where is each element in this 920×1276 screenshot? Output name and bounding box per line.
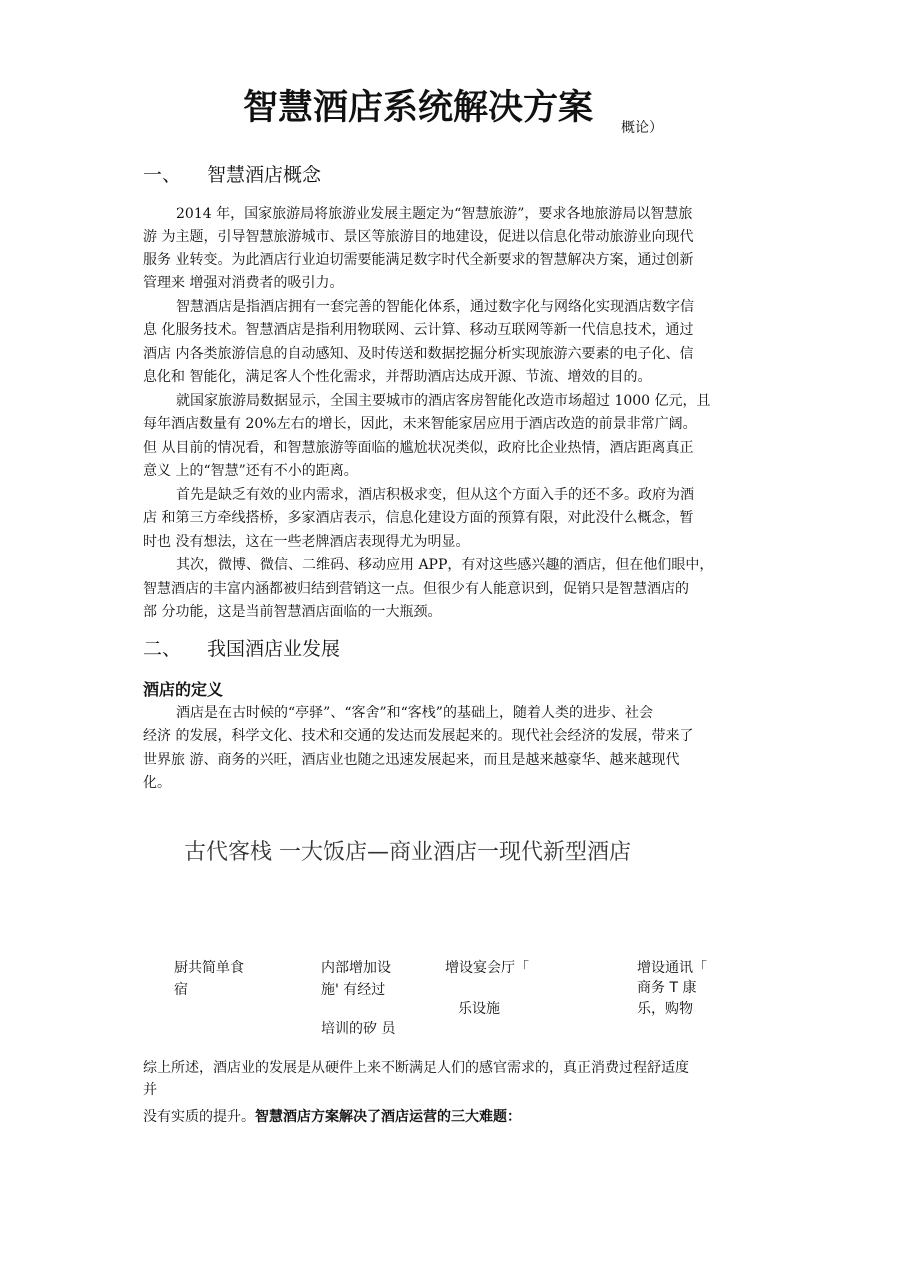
paragraph-line: 酒店 内各类旅游信息的自动感知、及时传送和数据挖掘分析实现旅游六要素的电子化、信	[143, 346, 694, 362]
paragraph-line: 就国家旅游局数据显示，全国主要城市的酒店客房智能化改造市场超过 1000 亿元，且	[176, 393, 711, 409]
stage-note: 施' 有经过	[321, 982, 386, 998]
stage-note: 乐设施	[458, 1001, 500, 1017]
paragraph-line: 智慧酒店是指酒店拥有一套完善的智能化体系，通过数字化与网络化实现酒店数字信	[176, 299, 694, 315]
stage-note: 乐，购物	[637, 1001, 693, 1017]
subheading: 酒店的定义	[143, 680, 224, 699]
paragraph-line: 店 和第三方牵线搭桥，多家酒店表示，信息化建设方面的预算有限，对此没什么概念，暂	[143, 510, 694, 526]
paragraph-line: 智慧酒店的丰富内涵都被归结到营销这一点。但很少有人能意识到，促销只是智慧酒店的	[143, 581, 689, 597]
paragraph-line: 息 化服务技术。智慧酒店是指利用物联网、云计算、移动互联网等新一代信息技术，通过	[143, 322, 694, 338]
development-flow: 古代客栈 一大饭店—商业酒店一现代新型酒店	[184, 840, 631, 865]
paragraph-line: 服务 业转变。为此酒店行业迫切需要能满足数字时代全新要求的智慧解决方案，通过创新	[143, 252, 694, 268]
conclusion-line: 并	[143, 1082, 157, 1098]
section-2-heading	[143, 634, 340, 661]
paragraph-line: 每年酒店数量有 20%左右的增长，因此，未来智能家居应用于酒店改造的前景非常广阔。	[143, 416, 697, 432]
stage-note: 厨共简单食	[174, 960, 244, 976]
paragraph-line: 管理来 增强对消费者的吸引力。	[143, 275, 344, 291]
stage-note: 培训的矽 员	[321, 1021, 396, 1037]
stage-note: 内部增加设	[321, 960, 391, 976]
conclusion-line	[143, 1106, 521, 1128]
conclusion-emphasis: 智慧酒店方案解决了酒店运营的三大难题：	[255, 1109, 521, 1125]
paragraph-line: 酒店是在古时候的“亭驿”、“客舍”和“客栈”的基础上，随着人类的进步、社会	[176, 705, 653, 721]
section-2-number: 二、	[143, 638, 182, 660]
section-1-title: 智慧酒店概念	[207, 164, 322, 186]
paragraph-line: 首先是缺乏有效的业内需求，酒店积极求变，但从这个方面入手的还不多。政府为酒	[176, 487, 694, 503]
paragraph-line: 游 为主题，引导智慧旅游城市、景区等旅游目的地建设，促进以信息化带动旅游业向现代	[143, 229, 694, 245]
paragraph-line: 但 从目前的情况看，和智慧旅游等面临的尴尬状况类似，政府比企业热情，酒店距离真正	[143, 440, 694, 456]
paragraph-line: 部 分功能，这是当前智慧酒店面临的一大瓶颈。	[143, 604, 442, 620]
stage-note: 宿	[174, 982, 188, 998]
section-2-title: 我国酒店业发展	[207, 638, 341, 660]
paragraph-line: 其次，微博、微信、二维码、移动应用 APP，有对这些感兴趣的酒店，但在他们眼中，	[176, 557, 714, 573]
paragraph-line: 2014 年，国家旅游局将旅游业发展主题定为“智慧旅游”，要求各地旅游局以智慧旅	[176, 206, 693, 222]
conclusion-text: 没有实质的提升。	[143, 1109, 255, 1125]
paragraph-line: 意义 上的“智慧”还有不小的距离。	[143, 463, 358, 479]
paragraph-line: 化。	[143, 775, 171, 791]
section-1-heading	[143, 160, 321, 187]
stage-note: 增设宴会厅「	[445, 960, 529, 976]
section-1-number: 一、	[143, 164, 182, 186]
paragraph-line: 世界旅 游、商务的兴旺，酒店业也随之迅速发展起来，而且是越来越豪华、越来越现代	[143, 752, 680, 768]
conclusion-line: 综上所述，酒店业的发展是从硬件上来不断满足人们的感官需求的，真正消费过程舒适度	[143, 1060, 689, 1076]
title-note: 概论）	[621, 120, 663, 136]
paragraph-line: 息化和 智能化，满足客人个性化需求，并帮助酒店达成开源、节流、增效的目的。	[143, 369, 652, 385]
stage-note: 增设通讯「	[637, 960, 707, 976]
stage-note: 商务 T 康	[637, 980, 697, 996]
paragraph-line: 经济 的发展，科学文化、技术和交通的发达而发展起来的。现代社会经济的发展，带来了	[143, 728, 694, 744]
paragraph-line: 时也 没有想法，这在一些老牌酒店表现得尤为明显。	[143, 534, 470, 550]
document-title: 智慧酒店系统解决方案	[243, 88, 594, 128]
